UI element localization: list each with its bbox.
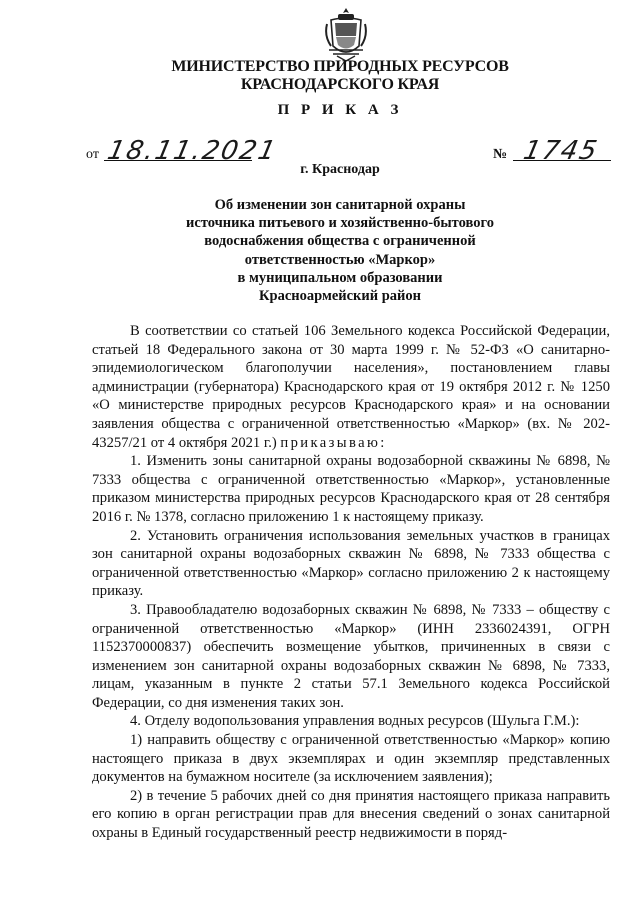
paragraph-1: 1. Изменить зоны санитарной охраны водозаборной скважины № 6898, № 7333 общества с ограниченной ответственностью «Маркор», установленные приказом министерства природных ресурсов Краснодарского края от 28 сентября 2016 г. № 1378, согласно приложению 1 к настоящему приказу. <box>92 453 610 525</box>
number-underline <box>513 160 611 161</box>
title-line: источника питьевого и хозяйственно-бытового <box>186 215 494 232</box>
order-word: приказываю: <box>280 434 387 451</box>
document-body <box>92 322 610 843</box>
krasnodar-coat-of-arms-icon <box>323 6 369 62</box>
paragraph-4-1: 1) направить обществу с ограниченной ответственностью «Маркор» копию настоящего приказа в двух экземплярах и один экземпляр представленных документов на бумажном носителе (за исключением заявления); <box>92 732 610 786</box>
ministry-name <box>150 58 530 94</box>
date-underline <box>104 160 252 161</box>
handwritten-number: 1745 <box>520 136 602 166</box>
preamble-text: В соответствии со статьей 106 Земельного кодекса Российской Федерации, статьей 18 Федерального закона от 30 марта 1999 г. № 52-ФЗ «О санитарно-эпидемиологическом благополучии населения», постановлением главы администрации (губернатора) Краснодарского края от 19 октября 2012 г. № 1250 «О министерстве природных ресурсов Краснодарского края» и на основании заявления общества с ограниченной ответственностью «Маркор» (вх. № 202-43257/21 от 4 октября 2021 г.) <box>92 323 610 451</box>
preamble-paragraph <box>92 322 610 452</box>
paragraph-2: 2. Установить ограничения использования земельных участков в границах зон санитарной охраны водозаборных скважин № 6898, № 7333 общества с ограниченной ответственностью «Маркор» согласно приложению 2 к настоящему приказу. <box>92 527 610 600</box>
title-line: в муниципальном образовании <box>237 269 443 286</box>
handwritten-date: 18.11.2021 <box>104 136 281 166</box>
paragraph-3: 3. Правообладателю водозаборных скважин № 6898, № 7333 – обществу с ограниченной ответственностью «Маркор» (ИНН 2336024391, ОГРН 1152370000837) обеспечить возмещение убытков, причиненных в связи с изменением зон санитарной охраны водозаборных скважин № 6898, № 7333, лицам, указанным в пункте 2 статьи 57.1 Земельного кодекса Российской Федерации, со дня изменения таких зон. <box>92 601 610 711</box>
paragraph-4-2: 2) в течение 5 рабочих дней со дня принятия настоящего приказа направить его копию в орган регистрации прав для внесения сведений о зонах санитарной охраны в Единый государственный реестр недвижимости в поряд- <box>92 787 610 842</box>
title-line: Об изменении зон санитарной охраны <box>214 197 466 213</box>
title-line: водоснабжения общества с ограниченной <box>204 233 476 250</box>
number-label: № <box>493 147 508 162</box>
paragraph-4: 4. Отделу водопользования управления водных ресурсов (Шульга Г.М.): <box>130 713 580 730</box>
ministry-line-1: МИНИСТЕРСТВО ПРИРОДНЫХ РЕСУРСОВ <box>171 58 509 75</box>
document-title <box>120 196 560 305</box>
date-label: от <box>86 147 99 162</box>
title-line: ответственностью «Маркор» <box>244 251 436 268</box>
title-line: Красноармейский район <box>258 288 422 305</box>
document-type: П Р И К А З <box>277 102 403 118</box>
city: г. Краснодар <box>300 162 380 177</box>
ministry-line-2: КРАСНОДАРСКОГО КРАЯ <box>240 76 440 93</box>
